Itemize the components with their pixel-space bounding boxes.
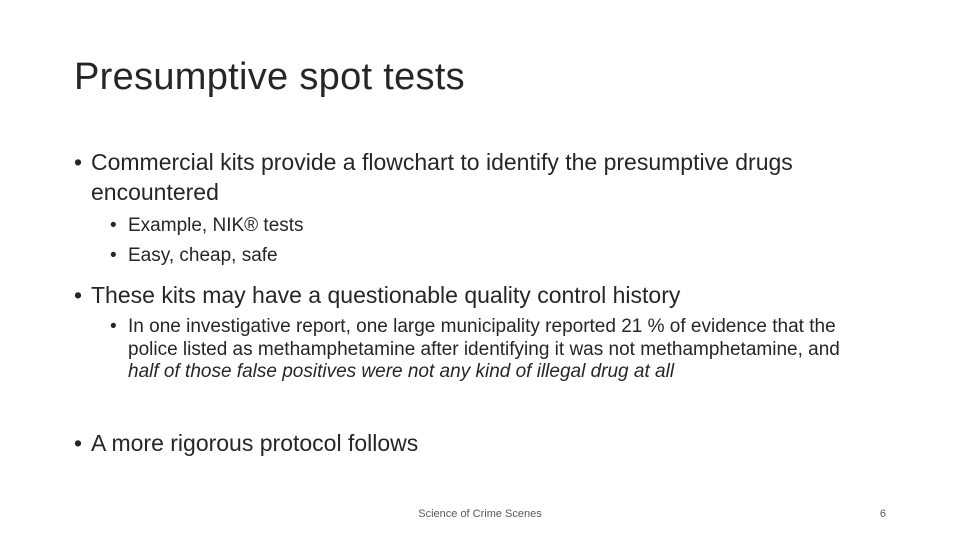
bullet-marker: •: [74, 282, 83, 308]
report-emphasis: half of those false positives were not any kind of illegal drug at all: [128, 361, 675, 382]
bullet-marker: •: [110, 245, 117, 266]
slide-number: 6: [879, 508, 886, 520]
slide-title: Presumptive spot tests: [74, 56, 465, 98]
bullet-text: These kits may have a questionable quality control history: [91, 282, 681, 308]
bullet-text: Easy, cheap, safe: [128, 245, 278, 266]
report-text: In one investigative report, one large municipality reported 21 % of evidence that the police listed as methamphetamine after identifying it was not methamphetamine, and: [128, 316, 840, 360]
sub-bullet-investigative-report: [110, 316, 870, 384]
bullet-text: Commercial kits provide a flowchart to identify the presumptive drugs encountered: [91, 149, 793, 205]
bullet-marker: •: [74, 149, 83, 175]
bullet-text: Example, NIK® tests: [128, 215, 304, 236]
sub-bullet-example-nik: [110, 215, 870, 238]
bullet-rigorous-protocol: [74, 428, 894, 458]
bullet-marker: •: [74, 430, 83, 456]
slide-footer: Science of Crime Scenes: [418, 508, 542, 520]
bullet-commercial-kits: [74, 147, 894, 207]
bullet-text: [128, 316, 870, 384]
bullet-quality-control: [74, 280, 894, 310]
bullet-marker: •: [110, 316, 117, 337]
bullet-marker: •: [110, 215, 117, 236]
bullet-text: A more rigorous protocol follows: [91, 430, 419, 456]
sub-bullet-easy-cheap-safe: [110, 245, 870, 268]
